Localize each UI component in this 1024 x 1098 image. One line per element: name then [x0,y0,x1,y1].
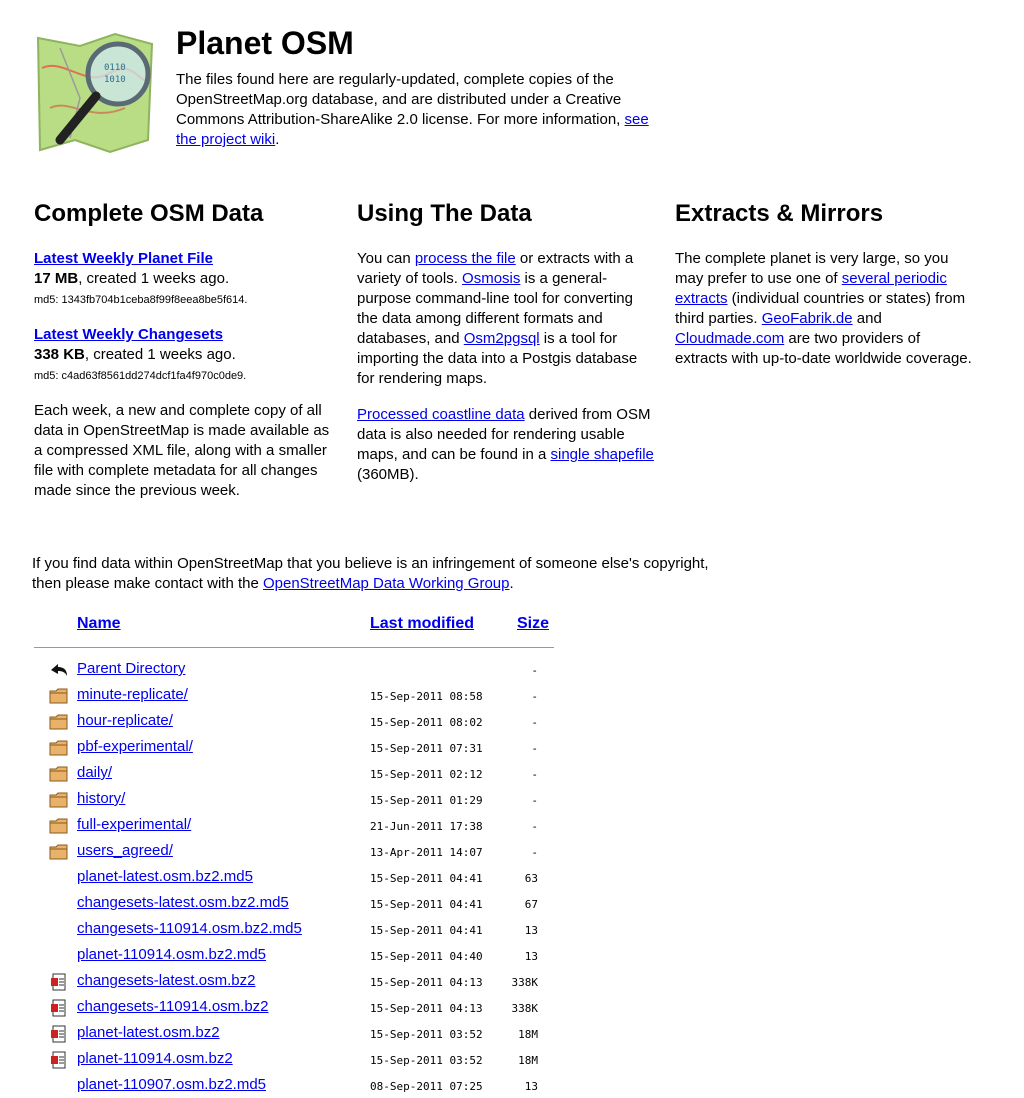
copyright-notice: If you find data within OpenStreetMap that you believe is an infringement of someone else's copyright, then please make contact with the OpenStreetMap Data Working Group. [32,555,709,592]
modified-date: 13-Apr-2011 14:07 [370,846,483,859]
listing-header [34,612,554,638]
osm2pgsql-link[interactable]: Osm2pgsql [463,330,540,347]
osm-logo [30,28,160,158]
modified-date: 15-Sep-2011 03:52 [370,1054,483,1067]
folder-icon [49,817,69,835]
file-link[interactable]: changesets-latest.osm.bz2.md5 [77,894,289,911]
extracts-paragraph: The complete planet is very large, so you may prefer to use one of several periodic extracts (individual countries or states) from third parties. GeoFabrik.de and Cloudmade.com are two providers of extracts with up-to-date worldwide coverage. [675,250,972,367]
latest-planet-file-link[interactable]: Latest Weekly Planet File [34,250,213,267]
svg-text:1010: 1010 [104,75,126,85]
back-icon [49,661,69,679]
geofabrik-link[interactable]: GeoFabrik.de [761,310,853,327]
archive-icon [49,1025,69,1043]
planet-file-info: Latest Weekly Planet File 17 MB, created 1 weeks ago. md5: 1343fb704b1ceba8f99f8eea8be5f614. [34,250,248,306]
table-row [34,1020,554,1046]
file-link[interactable]: hour-replicate/ [77,712,173,729]
data-working-group-link[interactable]: OpenStreetMap Data Working Group [262,575,510,592]
modified-date: 15-Sep-2011 02:12 [370,768,483,781]
file-link[interactable]: history/ [77,790,126,807]
file-size: 63 [524,872,538,885]
file-size: - [531,820,538,833]
folder-icon [49,843,69,861]
modified-date: 15-Sep-2011 03:52 [370,1028,483,1041]
file-size: 18M [518,1054,538,1067]
file-rows [34,656,554,1098]
archive-icon [49,1051,69,1069]
table-row [34,708,554,734]
cloudmade-link[interactable]: Cloudmade.com [675,330,785,347]
archive-icon [49,999,69,1017]
file-size: - [531,768,538,781]
modified-date: 15-Sep-2011 08:58 [370,690,483,703]
modified-date: 15-Sep-2011 04:13 [370,976,483,989]
modified-date: 15-Sep-2011 04:41 [370,924,483,937]
complete-osm-data-section [34,199,334,517]
modified-date: 15-Sep-2011 04:13 [370,1002,483,1015]
file-size: - [531,716,538,729]
latest-changesets-link[interactable]: Latest Weekly Changesets [34,326,223,343]
folder-icon [49,713,69,731]
table-row [34,890,554,916]
file-link[interactable]: changesets-110914.osm.bz2.md5 [77,920,302,937]
process-file-link[interactable]: process the file [414,250,516,267]
table-row [34,1046,554,1072]
table-row [34,994,554,1020]
section-heading: Extracts & Mirrors [675,200,884,227]
folder-icon [49,739,69,757]
project-wiki-link[interactable]: see the project wiki [176,111,649,148]
intro-paragraph: The files found here are regularly-updated, complete copies of the OpenStreetMap.org database, and are distributed under a Creative Commons Attribution-ShareAlike 2.0 license. For more information, see the project wiki. [176,71,649,148]
periodic-extracts-link[interactable]: several periodic extracts [675,270,947,307]
section-heading: Complete OSM Data [34,200,264,227]
coastline-data-link[interactable]: Processed coastline data [357,406,525,423]
file-size: - [531,664,538,677]
modified-date: 15-Sep-2011 04:40 [370,950,483,963]
table-row [34,942,554,968]
file-size: - [531,846,538,859]
directory-listing [34,612,554,1098]
file-size: - [531,794,538,807]
planet-md5: md5: 1343fb704b1ceba8f99f8eea8be5f614. [34,294,248,306]
file-link[interactable]: changesets-110914.osm.bz2 [77,998,269,1015]
file-link[interactable]: pbf-experimental/ [77,738,193,755]
table-row [34,760,554,786]
file-link[interactable]: planet-latest.osm.bz2 [77,1024,220,1041]
file-size: - [531,690,538,703]
osmosis-link[interactable]: Osmosis [462,270,521,287]
modified-date: 08-Sep-2011 07:25 [370,1080,483,1093]
file-link[interactable]: planet-110914.osm.bz2.md5 [77,946,267,963]
table-row [34,1072,554,1098]
table-row [34,968,554,994]
modified-date: 21-Jun-2011 17:38 [370,820,483,833]
file-link[interactable]: minute-replicate/ [77,686,188,703]
table-row [34,682,554,708]
extracts-mirrors-section [675,199,975,385]
table-row [34,916,554,942]
file-size: 18M [518,1028,538,1041]
modified-date: 15-Sep-2011 04:41 [370,872,483,885]
archive-icon [49,973,69,991]
table-row [34,812,554,838]
single-shapefile-link[interactable]: single shapefile [550,446,654,463]
file-size: 338K [511,1002,538,1015]
file-link[interactable]: users_agreed/ [77,842,173,859]
file-link[interactable]: planet-110907.osm.bz2.md5 [77,1076,267,1093]
file-size: 13 [524,1080,538,1093]
file-size: 67 [524,898,538,911]
weekly-description: Each week, a new and complete copy of all data in OpenStreetMap is made available as a compressed XML file, along with a smaller file with complete metadata for all changes made since the previous week. [34,402,330,499]
file-link[interactable]: daily/ [77,764,113,781]
modified-date: 15-Sep-2011 01:29 [370,794,483,807]
table-row [34,864,554,890]
file-size: - [531,742,538,755]
table-row [34,734,554,760]
folder-icon [49,687,69,705]
changesets-md5: md5: c4ad63f8561dd274dcf1fa4f970c0de9. [34,370,247,382]
file-size: 13 [524,924,538,937]
file-link[interactable]: full-experimental/ [77,816,192,833]
changesets-info: Latest Weekly Changesets 338 KB, created 1 weeks ago. md5: c4ad63f8561dd274dcf1fa4f970c0de9. [34,326,247,382]
page-title: Planet OSM [176,25,354,61]
section-heading: Using The Data [357,200,532,227]
file-size: 13 [524,950,538,963]
file-link[interactable]: changesets-latest.osm.bz2 [77,972,256,989]
folder-icon [49,791,69,809]
sort-by-name-link[interactable]: Name [77,615,121,632]
file-size: 338K [511,976,538,989]
file-link[interactable]: planet-latest.osm.bz2.md5 [77,868,253,885]
modified-date: 15-Sep-2011 08:02 [370,716,483,729]
svg-text:0110: 0110 [104,63,126,73]
sort-by-size-link[interactable]: Size [517,615,550,632]
table-row [34,786,554,812]
using-the-data-section [357,199,657,501]
modified-date: 15-Sep-2011 07:31 [370,742,483,755]
file-link[interactable]: planet-110914.osm.bz2 [77,1050,233,1067]
table-row [34,656,554,682]
modified-date: 15-Sep-2011 04:41 [370,898,483,911]
coastline-paragraph: Processed coastline data derived from OSM data is also needed for rendering usable maps, and can be found in a single shapefile (360MB). [357,406,654,483]
folder-icon [49,765,69,783]
header-divider [34,647,554,648]
sort-by-modified-link[interactable]: Last modified [370,615,475,632]
file-link[interactable]: Parent Directory [77,660,186,677]
table-row [34,838,554,864]
tools-paragraph: You can process the file or extracts with a variety of tools. Osmosis is a general-purpose command-line tool for converting the data among different formats and databases, and Osm2pgsql is a tool for importing the data into a Postgis database for rendering maps. [357,250,638,387]
